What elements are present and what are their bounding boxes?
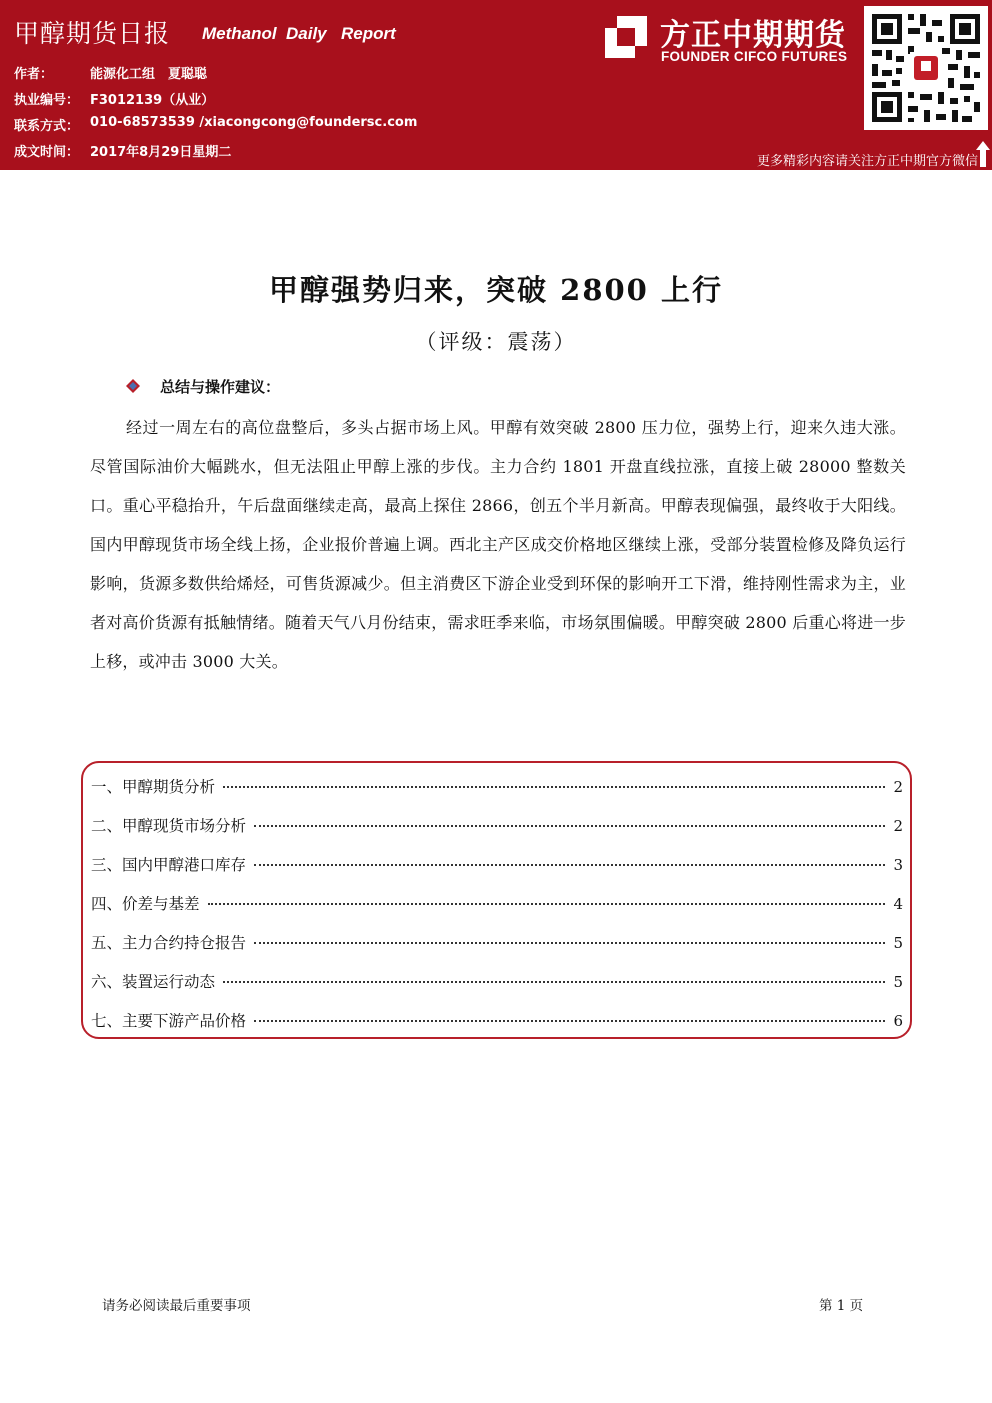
toc-entry-page: 3	[893, 856, 903, 874]
report-header	[0, 0, 992, 170]
toc-entry[interactable]	[91, 775, 903, 799]
toc-leader-dots	[254, 941, 885, 944]
section-label: 总结与操作建议：	[160, 378, 281, 396]
diamond-bullet-icon	[126, 379, 140, 393]
toc-entry-page: 6	[893, 1012, 903, 1030]
meta-value: F3012139（从业）	[90, 93, 215, 108]
company-logo-cn: 方正中期期货	[660, 18, 846, 53]
founder-logo-icon	[603, 14, 649, 60]
toc-entry-title: 四、价差与基差	[91, 895, 200, 913]
table-of-contents	[81, 761, 912, 1039]
report-title-en-word: Daily	[286, 24, 327, 43]
toc-entry-page: 5	[893, 973, 903, 991]
toc-entry-page: 5	[893, 934, 903, 952]
toc-entry-title: 一、甲醇期货分析	[91, 778, 216, 796]
footer-page-number: 第 1 页	[819, 1298, 864, 1314]
toc-entry-page: 2	[893, 778, 903, 796]
toc-entry-page: 2	[893, 817, 903, 835]
toc-entry[interactable]	[91, 931, 903, 955]
meta-contact	[14, 115, 418, 134]
meta-author	[14, 63, 208, 82]
toc-leader-dots	[254, 824, 885, 827]
toc-entry[interactable]	[91, 853, 903, 877]
toc-leader-dots	[223, 785, 885, 788]
meta-license	[14, 89, 215, 108]
report-title-cn: 甲醇期货日报	[14, 19, 171, 48]
toc-entry[interactable]	[91, 970, 903, 994]
report-headline: 甲醇强势归来，突破 2800 上行	[269, 273, 723, 307]
toc-entry-title: 六、装置运行动态	[91, 973, 216, 991]
toc-leader-dots	[254, 1019, 885, 1022]
meta-value: 2017年8月29日星期二	[90, 145, 232, 160]
company-logo-en: FOUNDER CIFCO FUTURES	[661, 49, 848, 64]
meta-value: 010-68573539 /xiacongcong@foundersc.com	[90, 115, 418, 130]
toc-entry[interactable]	[91, 892, 903, 916]
toc-entry[interactable]	[91, 1009, 903, 1033]
summary-paragraph: 经过一周左右的高位盘整后，多头占据市场上风。甲醇有效突破 2800 压力位，强势上行，迎来久违大涨。尽管国际油价大幅跳水，但无法阻止甲醇上涨的步伐。主力合约 1801 开盘直线拉涨，直接上破 28000 整数关口。重心平稳抬升，午后盘面继续走高，最高上探住 2866，创五个半月新高。甲醇表现偏强，最终收于大阳线。国内甲醇现货市场全线上扬，企业报价普遍上调。西北主产区成交价格地区继续上涨，受部分装置检修及降负运行影响，货源多数供给烯烃，可售货源减少。但主消费区下游企业受到环保的影响开工下滑，维持刚性需求为主，业者对高价货源有抵触情绪。随着天气八月份结束，需求旺季来临，市场氛围偏暖。甲醇突破 2800 后重心将进一步上移，或冲击 3000 大关。	[90, 418, 906, 671]
report-rating: （评级：震荡）	[415, 330, 577, 354]
arrow-up-icon	[975, 140, 991, 168]
footer-notice: 请务必阅读最后重要事项	[102, 1298, 251, 1314]
meta-label: 作者：	[14, 67, 54, 82]
meta-label: 成文时间：	[14, 145, 80, 160]
toc-leader-dots	[254, 863, 885, 866]
meta-label: 执业编号：	[14, 93, 80, 108]
report-title-en-word: Methanol	[202, 24, 277, 43]
meta-label: 联系方式：	[14, 119, 80, 134]
toc-entry-title: 七、主要下游产品价格	[91, 1012, 247, 1030]
toc-entry-title: 二、甲醇现货市场分析	[91, 817, 247, 835]
toc-entry-page: 4	[893, 895, 903, 913]
toc-entry[interactable]	[91, 814, 903, 838]
qr-code-icon	[864, 6, 988, 130]
follow-wechat-text: 更多精彩内容请关注方正中期官方微信	[756, 154, 978, 169]
toc-leader-dots	[208, 902, 886, 905]
meta-value: 能源化工组 夏聪聪	[90, 67, 208, 82]
toc-leader-dots	[223, 980, 885, 983]
toc-entry-title: 三、国内甲醇港口库存	[91, 856, 247, 874]
meta-date	[14, 141, 232, 160]
report-title-en-word: Report	[341, 24, 396, 43]
toc-entry-title: 五、主力合约持仓报告	[91, 934, 247, 952]
